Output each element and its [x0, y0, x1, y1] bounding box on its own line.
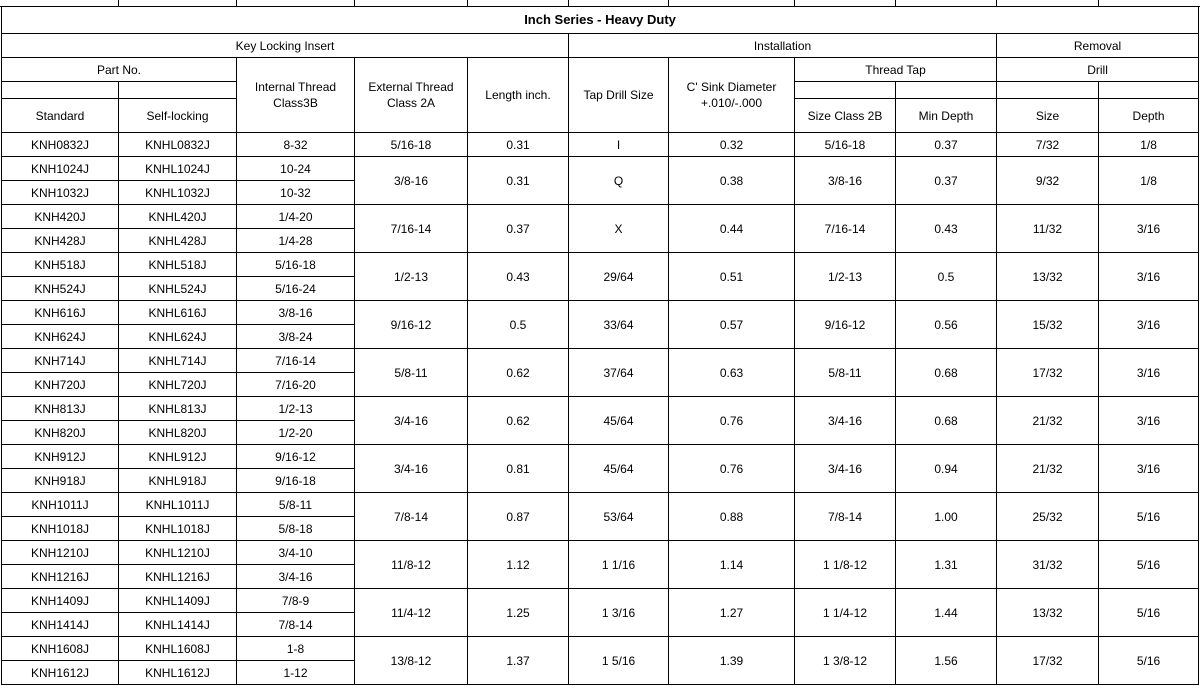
cell-self-locking: KNHL524J [119, 277, 237, 301]
cell-internal-thread: 5/8-11 [237, 493, 355, 517]
cell-min-depth: 1.44 [896, 589, 997, 637]
cell-drill-depth: 1/8 [1099, 157, 1199, 205]
cell-tap-drill-size: 1 3/16 [569, 589, 669, 637]
cell-internal-thread: 1-8 [237, 637, 355, 661]
cell-tap-size: 7/16-14 [795, 205, 896, 253]
cell-standard: KNH813J [2, 397, 119, 421]
cell-self-locking: KNHL1032J [119, 181, 237, 205]
cell-internal-thread: 3/4-16 [237, 565, 355, 589]
cell-tap-drill-size: 29/64 [569, 253, 669, 301]
cell-self-locking: KNHL1018J [119, 517, 237, 541]
cell-standard: KNH1018J [2, 517, 119, 541]
spacer-cell [1099, 82, 1199, 99]
cell-internal-thread: 3/8-16 [237, 301, 355, 325]
cell-c-sink-diameter: 0.76 [669, 445, 795, 493]
cell-internal-thread: 7/16-14 [237, 349, 355, 373]
cell-tap-size: 9/16-12 [795, 301, 896, 349]
cell-internal-thread: 1/2-20 [237, 421, 355, 445]
cell-drill-size: 21/32 [997, 397, 1099, 445]
cell-drill-size: 7/32 [997, 133, 1099, 157]
cell-drill-size: 13/32 [997, 253, 1099, 301]
cell-drill-size: 17/32 [997, 637, 1099, 685]
cell-length: 0.62 [468, 397, 569, 445]
cell-drill-depth: 3/16 [1099, 445, 1199, 493]
table-row [2, 445, 1199, 469]
cell-standard: KNH420J [2, 205, 119, 229]
cell-length: 0.81 [468, 445, 569, 493]
cell-min-depth: 1.56 [896, 637, 997, 685]
table-row [2, 253, 1199, 277]
cell-length: 1.37 [468, 637, 569, 685]
group-installation: Installation [569, 34, 997, 58]
cell-tap-drill-size: 37/64 [569, 349, 669, 397]
cell-standard: KNH1409J [2, 589, 119, 613]
cell-min-depth: 0.94 [896, 445, 997, 493]
cell-tap-drill-size: 1 1/16 [569, 541, 669, 589]
cell-tap-size: 5/8-11 [795, 349, 896, 397]
col-standard: Standard [2, 99, 119, 133]
cell-tap-size: 1/2-13 [795, 253, 896, 301]
cell-internal-thread: 9/16-12 [237, 445, 355, 469]
cell-standard: KNH1024J [2, 157, 119, 181]
cell-c-sink-diameter: 1.39 [669, 637, 795, 685]
cell-internal-thread: 3/4-10 [237, 541, 355, 565]
cell-tap-size: 3/4-16 [795, 397, 896, 445]
cell-self-locking: KNHL420J [119, 205, 237, 229]
cell-external-thread: 7/8-14 [355, 493, 468, 541]
cell-drill-depth: 5/16 [1099, 493, 1199, 541]
cell-length: 0.31 [468, 133, 569, 157]
cell-internal-thread: 10-24 [237, 157, 355, 181]
cell-drill-depth: 3/16 [1099, 349, 1199, 397]
cell-self-locking: KNHL1011J [119, 493, 237, 517]
cell-length: 0.43 [468, 253, 569, 301]
cell-external-thread: 9/16-12 [355, 301, 468, 349]
table-row [2, 589, 1199, 613]
cell-external-thread: 3/8-16 [355, 157, 468, 205]
cell-standard: KNH1216J [2, 565, 119, 589]
cell-self-locking: KNHL918J [119, 469, 237, 493]
cell-tap-size: 5/16-18 [795, 133, 896, 157]
spacer-cell [896, 82, 997, 99]
col-drill-depth: Depth [1099, 99, 1199, 133]
cell-c-sink-diameter: 0.57 [669, 301, 795, 349]
cell-external-thread: 7/16-14 [355, 205, 468, 253]
cell-drill-depth: 3/16 [1099, 397, 1199, 445]
cell-self-locking: KNHL1024J [119, 157, 237, 181]
cell-tap-drill-size: X [569, 205, 669, 253]
cell-drill-size: 13/32 [997, 589, 1099, 637]
cell-min-depth: 0.5 [896, 253, 997, 301]
table-row [2, 133, 1199, 157]
cell-drill-depth: 1/8 [1099, 133, 1199, 157]
cell-self-locking: KNHL820J [119, 421, 237, 445]
cell-tap-drill-size: I [569, 133, 669, 157]
cell-c-sink-diameter: 0.76 [669, 397, 795, 445]
subgroup-part-no: Part No. [2, 58, 237, 82]
table-row [2, 493, 1199, 517]
cell-self-locking: KNHL1409J [119, 589, 237, 613]
cell-drill-depth: 3/16 [1099, 301, 1199, 349]
cell-internal-thread: 8-32 [237, 133, 355, 157]
cell-self-locking: KNHL1414J [119, 613, 237, 637]
subgroup-thread-tap: Thread Tap [795, 58, 997, 82]
spacer-cell [119, 82, 237, 99]
cell-tap-size: 1 1/8-12 [795, 541, 896, 589]
cell-length: 1.25 [468, 589, 569, 637]
cell-c-sink-diameter: 1.14 [669, 541, 795, 589]
cell-standard: KNH624J [2, 325, 119, 349]
cell-drill-depth: 5/16 [1099, 637, 1199, 685]
cell-min-depth: 0.68 [896, 349, 997, 397]
cell-length: 0.37 [468, 205, 569, 253]
cell-length: 0.62 [468, 349, 569, 397]
cell-self-locking: KNHL616J [119, 301, 237, 325]
cell-standard: KNH1608J [2, 637, 119, 661]
cell-self-locking: KNHL1612J [119, 661, 237, 685]
cell-standard: KNH616J [2, 301, 119, 325]
cell-external-thread: 1/2-13 [355, 253, 468, 301]
cell-c-sink-diameter: 1.27 [669, 589, 795, 637]
group-removal: Removal [997, 34, 1199, 58]
col-length: Length inch. [468, 58, 569, 133]
cell-min-depth: 1.00 [896, 493, 997, 541]
table-row [2, 205, 1199, 229]
col-drill-size: Size [997, 99, 1099, 133]
cell-internal-thread: 1-12 [237, 661, 355, 685]
cell-c-sink-diameter: 0.88 [669, 493, 795, 541]
cell-min-depth: 1.31 [896, 541, 997, 589]
cell-min-depth: 0.68 [896, 397, 997, 445]
cell-drill-depth: 3/16 [1099, 205, 1199, 253]
cell-drill-size: 25/32 [997, 493, 1099, 541]
cell-self-locking: KNHL714J [119, 349, 237, 373]
cell-standard: KNH918J [2, 469, 119, 493]
cell-internal-thread: 5/8-18 [237, 517, 355, 541]
cell-external-thread: 5/16-18 [355, 133, 468, 157]
table-header [2, 7, 1199, 133]
col-tap-drill-size: Tap Drill Size [569, 58, 669, 133]
cell-min-depth: 0.43 [896, 205, 997, 253]
cell-tap-drill-size: 45/64 [569, 445, 669, 493]
col-min-depth: Min Depth [896, 99, 997, 133]
cell-self-locking: KNHL0832J [119, 133, 237, 157]
cell-tap-drill-size: 45/64 [569, 397, 669, 445]
spacer-cell [795, 82, 896, 99]
cell-self-locking: KNHL518J [119, 253, 237, 277]
cell-length: 0.87 [468, 493, 569, 541]
cell-standard: KNH720J [2, 373, 119, 397]
inch-series-heavy-duty-table [1, 6, 1199, 685]
cell-drill-depth: 5/16 [1099, 589, 1199, 637]
cell-drill-size: 21/32 [997, 445, 1099, 493]
cell-drill-size: 9/32 [997, 157, 1099, 205]
cell-standard: KNH524J [2, 277, 119, 301]
cell-drill-depth: 5/16 [1099, 541, 1199, 589]
subgroup-drill: Drill [997, 58, 1199, 82]
cell-internal-thread: 1/4-28 [237, 229, 355, 253]
cell-standard: KNH820J [2, 421, 119, 445]
cell-length: 0.5 [468, 301, 569, 349]
spacer-cell [997, 82, 1099, 99]
cell-standard: KNH518J [2, 253, 119, 277]
cell-c-sink-diameter: 0.51 [669, 253, 795, 301]
cell-c-sink-diameter: 0.32 [669, 133, 795, 157]
cell-standard: KNH912J [2, 445, 119, 469]
cell-self-locking: KNHL1608J [119, 637, 237, 661]
cell-tap-drill-size: Q [569, 157, 669, 205]
group-key-locking-insert: Key Locking Insert [2, 34, 569, 58]
cell-standard: KNH1011J [2, 493, 119, 517]
cell-internal-thread: 1/4-20 [237, 205, 355, 229]
table-row [2, 541, 1199, 565]
cell-standard: KNH1210J [2, 541, 119, 565]
cell-standard: KNH0832J [2, 133, 119, 157]
cell-external-thread: 13/8-12 [355, 637, 468, 685]
cell-self-locking: KNHL813J [119, 397, 237, 421]
cell-min-depth: 0.56 [896, 301, 997, 349]
cell-self-locking: KNHL1216J [119, 565, 237, 589]
cell-internal-thread: 9/16-18 [237, 469, 355, 493]
cell-length: 1.12 [468, 541, 569, 589]
cell-length: 0.31 [468, 157, 569, 205]
cell-tap-drill-size: 33/64 [569, 301, 669, 349]
col-tap-size-class-2b: Size Class 2B [795, 99, 896, 133]
spacer-cell [2, 82, 119, 99]
cell-drill-size: 15/32 [997, 301, 1099, 349]
cell-min-depth: 0.37 [896, 133, 997, 157]
cell-self-locking: KNHL1210J [119, 541, 237, 565]
cell-external-thread: 11/4-12 [355, 589, 468, 637]
cell-standard: KNH428J [2, 229, 119, 253]
cell-external-thread: 3/4-16 [355, 445, 468, 493]
cell-c-sink-diameter: 0.44 [669, 205, 795, 253]
cell-internal-thread: 5/16-24 [237, 277, 355, 301]
cell-drill-depth: 3/16 [1099, 253, 1199, 301]
cell-tap-drill-size: 53/64 [569, 493, 669, 541]
cell-tap-drill-size: 1 5/16 [569, 637, 669, 685]
cell-self-locking: KNHL720J [119, 373, 237, 397]
col-c-sink-diameter: C' Sink Diameter +.010/-.000 [669, 58, 795, 133]
cell-external-thread: 3/4-16 [355, 397, 468, 445]
cell-tap-size: 1 3/8-12 [795, 637, 896, 685]
table-row [2, 349, 1199, 373]
col-internal-thread: Internal Thread Class3B [237, 58, 355, 133]
cell-internal-thread: 7/8-9 [237, 589, 355, 613]
cell-internal-thread: 1/2-13 [237, 397, 355, 421]
cell-c-sink-diameter: 0.63 [669, 349, 795, 397]
cell-min-depth: 0.37 [896, 157, 997, 205]
table-row [2, 397, 1199, 421]
cell-internal-thread: 3/8-24 [237, 325, 355, 349]
cell-self-locking: KNHL912J [119, 445, 237, 469]
cell-drill-size: 17/32 [997, 349, 1099, 397]
col-external-thread: External Thread Class 2A [355, 58, 468, 133]
cell-drill-size: 31/32 [997, 541, 1099, 589]
table-row [2, 157, 1199, 181]
table-row [2, 637, 1199, 661]
cell-standard: KNH1612J [2, 661, 119, 685]
cell-standard: KNH1032J [2, 181, 119, 205]
cell-tap-size: 7/8-14 [795, 493, 896, 541]
table-title: Inch Series - Heavy Duty [2, 7, 1199, 34]
cell-standard: KNH1414J [2, 613, 119, 637]
cell-external-thread: 5/8-11 [355, 349, 468, 397]
cell-internal-thread: 7/8-14 [237, 613, 355, 637]
cell-tap-size: 3/8-16 [795, 157, 896, 205]
cell-c-sink-diameter: 0.38 [669, 157, 795, 205]
table-body [2, 133, 1199, 685]
cell-internal-thread: 5/16-18 [237, 253, 355, 277]
col-self-locking: Self-locking [119, 99, 237, 133]
cell-self-locking: KNHL428J [119, 229, 237, 253]
cell-internal-thread: 7/16-20 [237, 373, 355, 397]
cell-internal-thread: 10-32 [237, 181, 355, 205]
cell-standard: KNH714J [2, 349, 119, 373]
cell-external-thread: 11/8-12 [355, 541, 468, 589]
cell-tap-size: 1 1/4-12 [795, 589, 896, 637]
cell-self-locking: KNHL624J [119, 325, 237, 349]
cell-drill-size: 11/32 [997, 205, 1099, 253]
cell-tap-size: 3/4-16 [795, 445, 896, 493]
table-row [2, 301, 1199, 325]
